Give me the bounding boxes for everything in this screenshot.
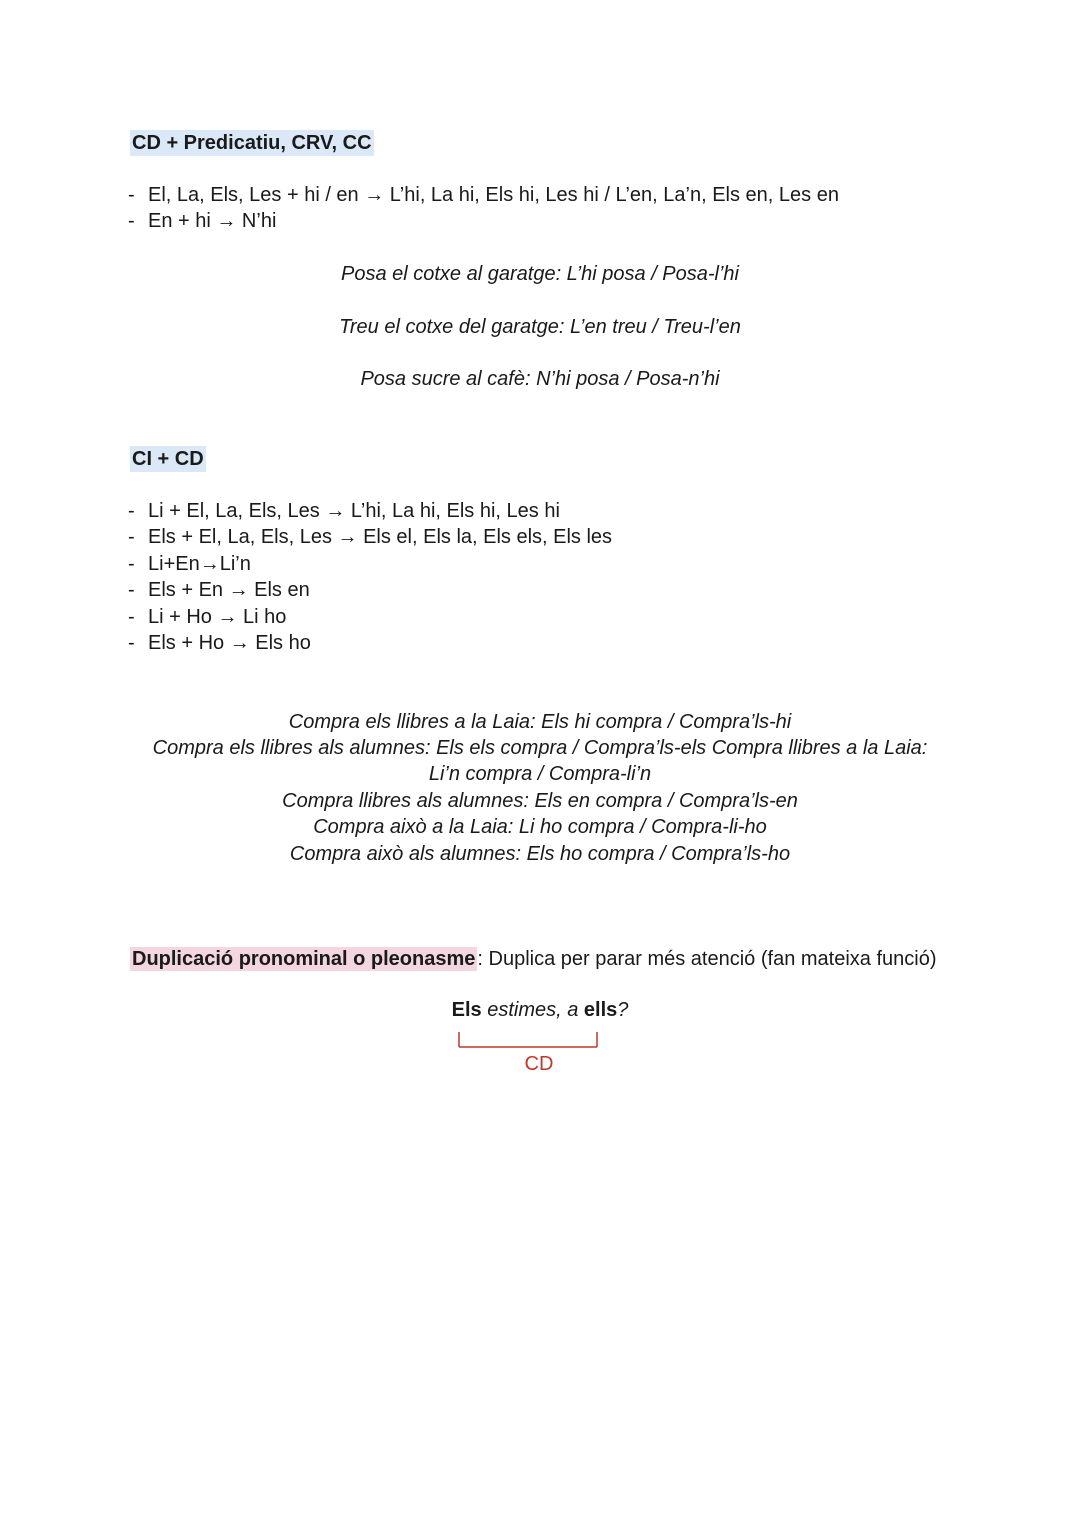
rules-list-ci-cd (128, 498, 612, 656)
list-item: - Li + Ho → Li ho (128, 604, 612, 630)
example-line: Compra això als alumnes: Els ho compra / Compra’ls-ho (289, 843, 791, 865)
example-line: Posa sucre al cafè: N’hi posa / Posa-n’hi (360, 368, 720, 390)
dash-bullet: - (128, 552, 135, 575)
pleonasm-example: Els estimes, a ells? (451, 999, 629, 1021)
section-heading-cd-predicatiu: CD + Predicatiu, CRV, CC (132, 132, 372, 154)
pleonasm-definition-text: : Duplica per parar més atenció (fan mateixa funció) (477, 948, 937, 970)
pleonasm-definition (130, 946, 937, 972)
cd-bracket-label: CD (524, 1053, 554, 1075)
example-line: Compra llibres als alumnes: Els en compra / Compra’ls-en (282, 790, 798, 812)
example-line: Compra això a la Laia: Li ho compra / Compra-li-ho (313, 816, 767, 838)
dash-bullet: - (128, 526, 135, 549)
dash-bullet: - (128, 605, 135, 628)
list-item: - Els + El, La, Els, Les → Els el, Els la, Els els, Els les (128, 524, 612, 550)
example-line: Compra els llibres a la Laia: Els hi compra / Compra’ls-hi (288, 711, 792, 733)
example-line: Compra els llibres als alumnes: Els els compra / Compra’ls-els Compra llibres a la Laia: (152, 737, 928, 759)
rules-list-cd (128, 182, 839, 235)
pleonasm-term: Duplicació pronominal o pleonasme (132, 948, 476, 970)
list-item: - Li+En→Li’n (128, 551, 612, 577)
list-item: - Li + El, La, Els, Les → L’hi, La hi, Els hi, Les hi (128, 498, 612, 524)
list-item: - En + hi → N’hi (128, 208, 839, 234)
cd-bracket (458, 1030, 598, 1048)
dash-bullet: - (128, 500, 135, 522)
dash-bullet: - (128, 184, 135, 206)
example-line: Posa el cotxe al garatge: L’hi posa / Posa-l’hi (340, 263, 740, 285)
example-line: Treu el cotxe del garatge: L’en treu / Treu-l’en (339, 316, 741, 338)
example-line: Li’n compra / Compra-li’n (428, 763, 652, 785)
dash-bullet: - (128, 210, 135, 233)
dash-bullet: - (128, 579, 135, 602)
list-item: - El, La, Els, Les + hi / en → L’hi, La hi, Els hi, Les hi / L’en, La’n, Els en, Les en (128, 182, 839, 208)
section-heading-ci-cd: CI + CD (132, 448, 204, 470)
list-item: - Els + Ho → Els ho (128, 630, 612, 656)
list-item: - Els + En → Els en (128, 577, 612, 603)
dash-bullet: - (128, 632, 135, 655)
